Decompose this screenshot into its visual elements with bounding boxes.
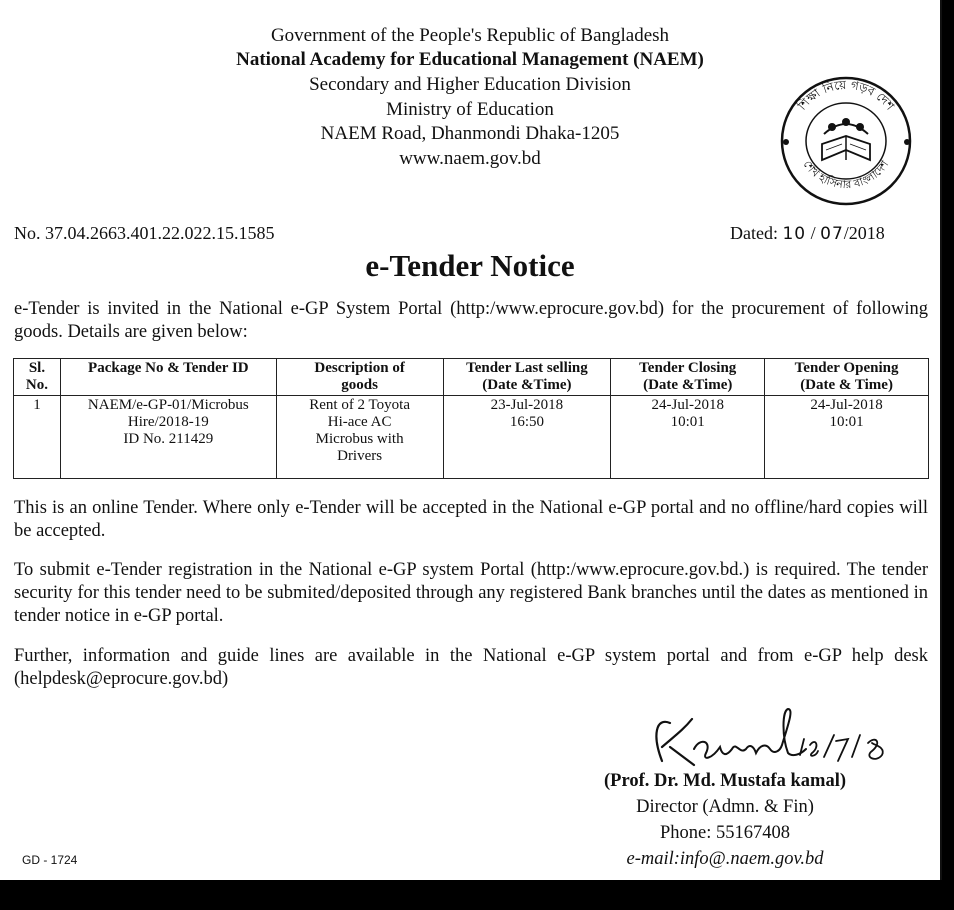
- col-description: Description of goods: [276, 359, 443, 396]
- page-title: e-Tender Notice: [365, 248, 575, 283]
- table-row: [14, 396, 929, 479]
- col-last-selling: Tender Last selling (Date &Time): [443, 359, 611, 396]
- col-closing: Tender Closing (Date &Time): [611, 359, 765, 396]
- seal-bottom-text: শেখ হাসিনার বাংলাদেশ: [800, 157, 892, 192]
- signatory-phone: Phone: 55167408: [659, 823, 790, 843]
- signatory-designation: Director (Admn. & Fin): [636, 797, 814, 817]
- header-division: Secondary and Higher Education Division: [309, 74, 631, 95]
- cell-last-selling: 23-Jul-2018 16:50: [443, 396, 611, 479]
- dated-label: Dated:: [730, 223, 778, 243]
- dated-year: /2018: [843, 223, 885, 243]
- header-institution: National Academy for Educational Management (NAEM): [236, 49, 704, 70]
- cell-opening: 24-Jul-2018 10:01: [765, 396, 929, 479]
- intro-paragraph: e-Tender is invited in the National e-GP System Portal (http:/www.eprocure.gov.bd) for the procurement of following goods. Details are given below:: [14, 299, 928, 342]
- memo-date: Dated: 10 / 07/2018: [730, 223, 885, 244]
- information-paragraph: Further, information and guide lines are available in the National e-GP system portal and from e-GP help desk (helpdesk@eprocure.gov.bd): [14, 646, 928, 689]
- bottom-black-band: [0, 880, 954, 910]
- header-address: NAEM Road, Dhanmondi Dhaka-1205: [320, 123, 620, 144]
- svg-text:শেখ হাসিনার বাংলাদেশ: [801, 158, 892, 192]
- registration-paragraph: To submit e-Tender registration in the National e-GP system Portal (http:/www.eprocure.gov.bd.) is required. The tender security for this tender need to be submited/deposited through any registered Bank branches until the dates as mentioned in tender notice in e-GP portal.: [14, 560, 928, 626]
- online-tender-paragraph: This is an online Tender. Where only e-Tender will be accepted in the National e-GP portal and no offline/hard copies will be accepted.: [14, 498, 928, 541]
- header-website: www.naem.gov.bd: [399, 148, 541, 169]
- naem-seal-icon: [762, 72, 930, 210]
- dated-month: 07: [820, 224, 844, 244]
- signatory-email: e-mail:info@.naem.gov.bd: [626, 849, 824, 869]
- cell-closing: 24-Jul-2018 10:01: [611, 396, 765, 479]
- signature-icon: [640, 695, 900, 775]
- gd-code: GD - 1724: [22, 853, 78, 867]
- memo-number: No. 37.04.2663.401.22.022.15.1585: [14, 223, 275, 243]
- cell-description: Rent of 2 Toyota Hi-ace AC Microbus with Drivers: [276, 396, 443, 479]
- col-package: Package No & Tender ID: [60, 359, 276, 396]
- cell-package: NAEM/e-GP-01/Microbus Hire/2018-19 ID No. 211429: [60, 396, 276, 479]
- col-opening: Tender Opening (Date & Time): [765, 359, 929, 396]
- svg-text:শিক্ষা নিয়ে গড়ব দেশ: [794, 78, 897, 114]
- table-header-row: [14, 359, 929, 396]
- tender-table: [13, 358, 929, 479]
- col-sl-no: Sl. No.: [14, 359, 61, 396]
- header-ministry: Ministry of Education: [386, 99, 554, 120]
- dated-day: 10: [782, 224, 807, 244]
- signatory-name: (Prof. Dr. Md. Mustafa kamal): [603, 771, 847, 791]
- cell-sl: 1: [14, 396, 61, 479]
- seal-top-text: শিক্ষা নিয়ে গড়ব দেশ: [795, 77, 898, 113]
- header-government: Government of the People's Republic of Bangladesh: [270, 25, 670, 46]
